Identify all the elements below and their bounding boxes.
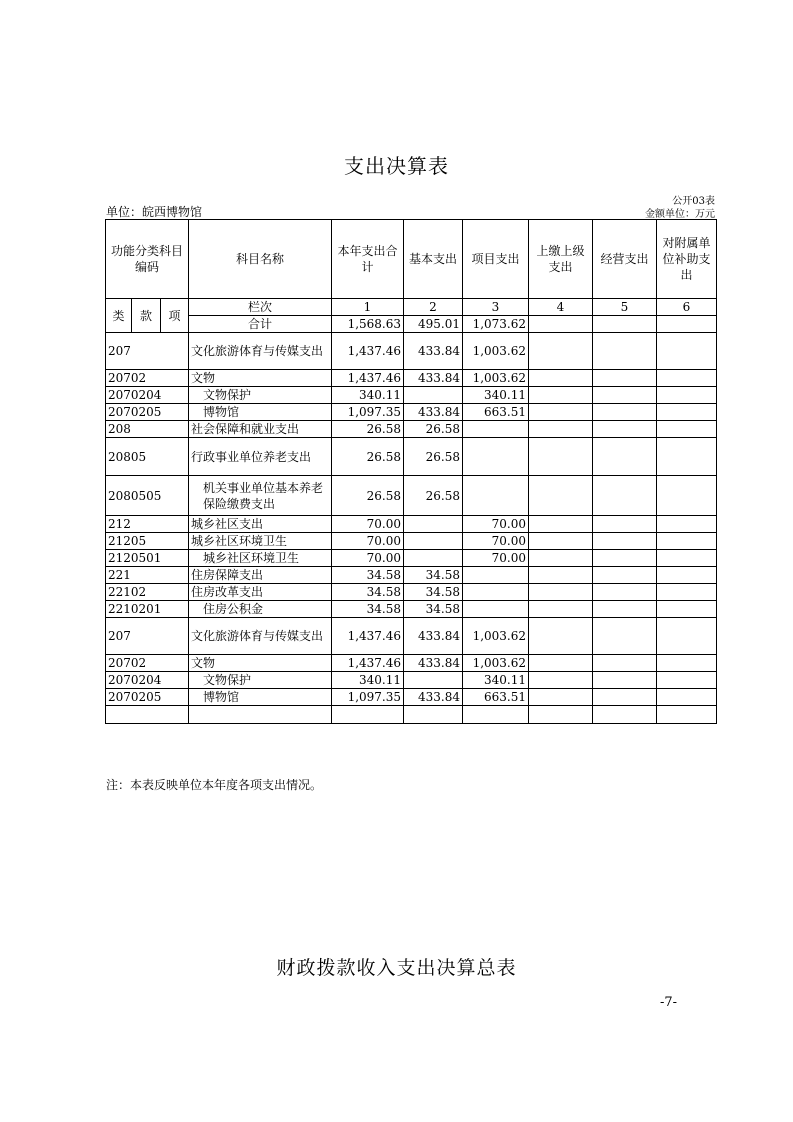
table-row [106,672,717,689]
row-name: 住房公积金 [189,601,332,618]
table-note: 注：本表反映单位本年度各项支出情况。 [106,778,323,792]
col-index-4: 4 [529,299,593,316]
header-row [106,220,717,299]
row-basic: 433.84 [404,333,463,370]
row-name: 文物保护 [189,672,332,689]
row-total: 34.58 [332,584,404,601]
total-project: 1,073.62 [463,316,529,333]
header-operating: 经营支出 [593,220,657,299]
row-name: 文物 [189,655,332,672]
row-total: 34.58 [332,601,404,618]
row-basic: 34.58 [404,584,463,601]
row-project: 340.11 [463,672,529,689]
row-name: 住房保障支出 [189,567,332,584]
table-row [106,618,717,655]
header-upper: 上缴上级支出 [529,220,593,299]
row-code: 212 [106,516,189,533]
column-index-row [106,299,717,316]
row-total: 1,437.46 [332,618,404,655]
row-project: 1,003.62 [463,370,529,387]
row-name: 文化旅游体育与传媒支出 [189,333,332,370]
header-lanci: 栏次 [189,299,332,316]
row-project: 340.11 [463,387,529,404]
row-total: 1,097.35 [332,404,404,421]
row-basic [404,516,463,533]
col-index-1: 1 [332,299,404,316]
row-code: 20805 [106,438,189,476]
table-row [106,387,717,404]
table-row [106,421,717,438]
row-total: 1,097.35 [332,689,404,706]
row-project: 70.00 [463,533,529,550]
row-total: 1,437.46 [332,333,404,370]
table-row [106,476,717,516]
page-title: 支出决算表 [344,154,449,178]
row-project [463,438,529,476]
row-code: 207 [106,333,189,370]
row-basic: 34.58 [404,567,463,584]
row-total: 70.00 [332,516,404,533]
row-name: 城乡社区支出 [189,516,332,533]
header-xiang: 项 [161,299,189,333]
row-name: 城乡社区环境卫生 [189,533,332,550]
table-row [106,404,717,421]
header-kuan: 款 [132,299,161,333]
table-row [106,689,717,706]
row-project: 1,003.62 [463,655,529,672]
total-row [106,316,717,333]
page-number: -7- [660,995,678,1010]
row-code: 2070205 [106,689,189,706]
table-row [106,567,717,584]
header-lei: 类 [106,299,132,333]
row-project [463,476,529,516]
header-affiliated: 对附属单位补助支出 [657,220,717,299]
table-row [106,370,717,387]
table-row [106,533,717,550]
row-code: 2070204 [106,672,189,689]
row-code: 208 [106,421,189,438]
row-code: 20702 [106,655,189,672]
total-label: 合计 [189,316,332,333]
row-project [463,567,529,584]
row-total: 26.58 [332,476,404,516]
row-basic: 34.58 [404,601,463,618]
row-code: 2070204 [106,387,189,404]
row-name: 机关事业单位基本养老保险缴费支出 [189,476,332,516]
row-project [463,601,529,618]
row-basic: 433.84 [404,618,463,655]
row-name: 文化旅游体育与传媒支出 [189,618,332,655]
table-row [106,584,717,601]
table-row [106,601,717,618]
col-index-3: 3 [463,299,529,316]
header-project: 项目支出 [463,220,529,299]
form-number: 公开03表 [672,196,715,207]
col-index-5: 5 [593,299,657,316]
row-total: 340.11 [332,387,404,404]
row-basic: 433.84 [404,655,463,672]
row-code: 207 [106,618,189,655]
row-total: 70.00 [332,533,404,550]
row-project: 1,003.62 [463,333,529,370]
row-code: 221 [106,567,189,584]
row-project: 663.51 [463,404,529,421]
row-project: 1,003.62 [463,618,529,655]
row-basic: 26.58 [404,476,463,516]
col-index-2: 2 [404,299,463,316]
row-basic: 433.84 [404,370,463,387]
amount-unit-label: 金额单位：万元 [645,209,715,220]
next-section-title: 财政拨款收入支出决算总表 [276,957,517,979]
row-basic [404,550,463,567]
row-total: 34.58 [332,567,404,584]
row-name: 住房改革支出 [189,584,332,601]
row-name: 行政事业单位养老支出 [189,438,332,476]
total-total: 1,568.63 [332,316,404,333]
row-basic: 26.58 [404,421,463,438]
row-name: 文物保护 [189,387,332,404]
row-code: 22102 [106,584,189,601]
row-code: 2210201 [106,601,189,618]
row-name: 博物馆 [189,404,332,421]
row-name: 社会保障和就业支出 [189,421,332,438]
row-total: 70.00 [332,550,404,567]
table-row [106,550,717,567]
total-basic: 495.01 [404,316,463,333]
row-total: 1,437.46 [332,655,404,672]
row-basic: 433.84 [404,404,463,421]
row-name: 城乡社区环境卫生 [189,550,332,567]
unit-label: 单位：皖西博物馆 [106,205,203,219]
row-basic: 433.84 [404,689,463,706]
table-row-empty [106,706,717,724]
row-basic: 26.58 [404,438,463,476]
row-code: 20702 [106,370,189,387]
row-project: 663.51 [463,689,529,706]
row-basic [404,387,463,404]
row-name: 文物 [189,370,332,387]
expenditure-table [105,219,717,724]
row-total: 26.58 [332,438,404,476]
table-row [106,516,717,533]
header-func-code: 功能分类科目编码 [106,220,189,299]
header-basic: 基本支出 [404,220,463,299]
row-total: 340.11 [332,672,404,689]
row-project: 70.00 [463,516,529,533]
row-name: 博物馆 [189,689,332,706]
table-row [106,438,717,476]
row-total: 1,437.46 [332,370,404,387]
header-total: 本年支出合计 [332,220,404,299]
row-project [463,584,529,601]
table-row [106,655,717,672]
row-code: 2120501 [106,550,189,567]
col-index-6: 6 [657,299,717,316]
row-project: 70.00 [463,550,529,567]
row-total: 26.58 [332,421,404,438]
row-code: 2070205 [106,404,189,421]
table-row [106,333,717,370]
row-code: 21205 [106,533,189,550]
row-code: 2080505 [106,476,189,516]
row-basic [404,533,463,550]
row-project [463,421,529,438]
header-subject: 科目名称 [189,220,332,299]
row-basic [404,672,463,689]
